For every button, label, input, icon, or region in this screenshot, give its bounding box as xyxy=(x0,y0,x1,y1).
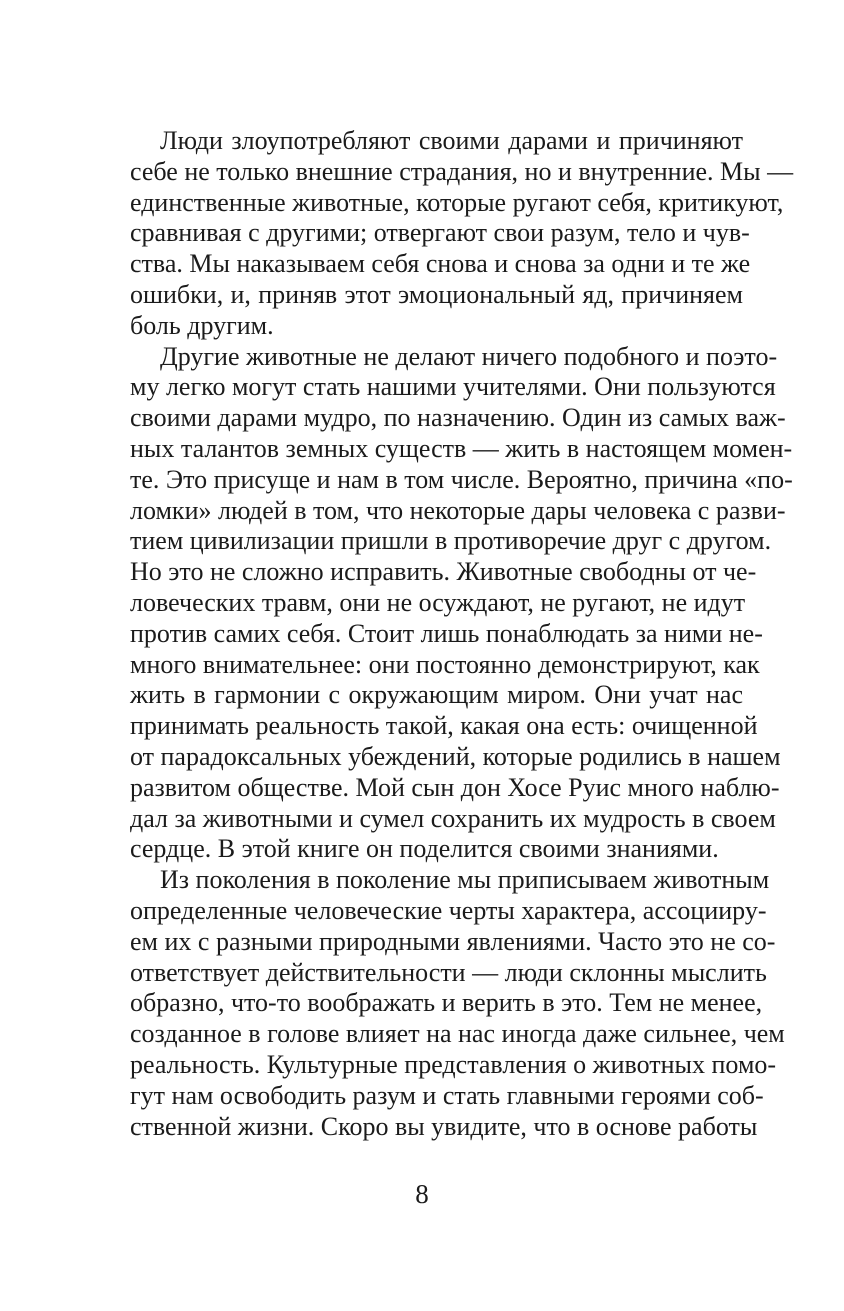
text-line: Но это не сложно исправить. Животные свободны от че- xyxy=(130,557,757,587)
text-line: те. Это присуще и нам в том числе. Вероятно, причина «по- xyxy=(130,464,793,494)
text-line: своими дарами мудро, по назначению. Один из самых важ- xyxy=(130,403,786,433)
text-line: против самих себя. Стоит лишь понаблюдать за ними не- xyxy=(130,618,763,648)
text-line: ломки» людей в том, что некоторые дары человека с разви- xyxy=(130,495,786,525)
text-line: развитом обществе. Мой сын дон Хосе Руис много наблю- xyxy=(130,772,780,802)
text-line: му легко могут стать нашими учителями. Они пользуются xyxy=(130,372,776,402)
text-line: принимать реальность такой, какая она есть: очищенной xyxy=(130,711,758,741)
body-text xyxy=(130,126,794,1142)
text-line: жить в гармонии с окружающим миром. Они учат нас xyxy=(130,680,743,710)
text-line: ловеческих травм, они не осуждают, не ругают, не идут xyxy=(130,587,746,617)
text-line: образно, что-то воображать и верить в это. Тем не менее, xyxy=(130,988,763,1018)
text-line: от парадоксальных убеждений, которые родились в нашем xyxy=(130,741,781,771)
text-line: ных талантов земных существ — жить в настоящем момен- xyxy=(130,433,793,463)
paragraph-2 xyxy=(130,341,793,866)
text-line: определенные человеческие черты характера, ассоцииру- xyxy=(130,895,767,925)
text-line: сердце. В этой книге он поделится своими знаниями. xyxy=(130,834,719,864)
text-line: дал за животными и сумел сохранить их мудрость в своем xyxy=(130,803,776,833)
paragraph-3 xyxy=(130,865,785,1142)
text-line: ошибки, и, приняв этот эмоциональный яд, причиняем xyxy=(130,279,743,309)
text-line: тием цивилизации пришли в противоречие друг с другом. xyxy=(130,526,772,556)
text-line: реальность. Культурные представления о животных помо- xyxy=(130,1049,777,1079)
text-line: ственной жизни. Скоро вы увидите, что в основе работы xyxy=(130,1111,758,1141)
text-line: гут нам освободить разум и стать главными героями соб- xyxy=(130,1080,764,1110)
text-line: Из поколения в поколение мы приписываем животным xyxy=(160,865,770,895)
text-line: Люди злоупотребляют своими дарами и причиняют xyxy=(160,126,743,155)
paragraph-1 xyxy=(130,126,794,342)
text-line: сравнивая с другими; отвергают свои разум, тело и чув- xyxy=(130,218,750,248)
text-line: ответствует действительности — люди склонны мыслить xyxy=(130,957,767,987)
text-line: боль другим. xyxy=(130,310,274,340)
text-line: созданное в голове влияет на нас иногда даже сильнее, чем xyxy=(130,1019,785,1049)
text-line: единственные животные, которые ругают себя, критикуют, xyxy=(130,187,784,217)
text-line: ства. Мы наказываем себя снова и снова за одни и те же xyxy=(130,249,751,279)
text-line: много внимательнее: они постоянно демонстрируют, как xyxy=(130,649,760,679)
text-line: себе не только внешние страдания, но и внутренние. Мы — xyxy=(130,156,794,186)
text-line: ем их с разными природными явлениями. Часто это не со- xyxy=(130,926,776,956)
text-line: Другие животные не делают ничего подобного и поэто- xyxy=(160,341,778,371)
page-number: 8 xyxy=(415,1179,429,1209)
